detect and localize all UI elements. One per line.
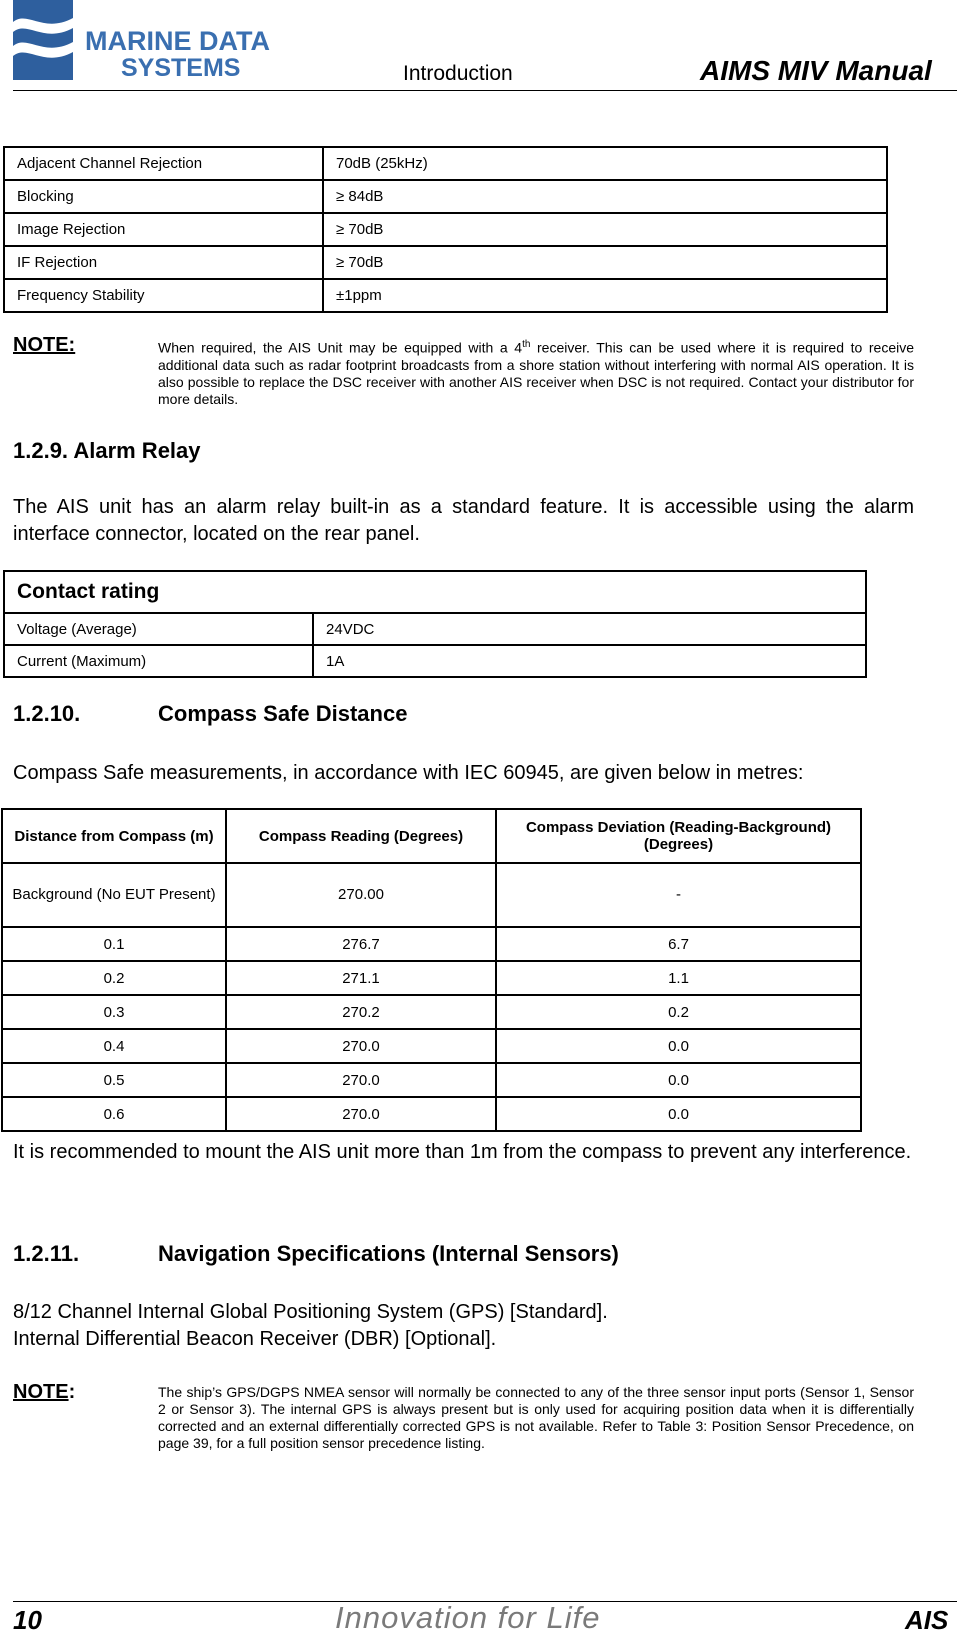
reading-cell: 276.7	[226, 927, 496, 961]
reading-cell: 271.1	[226, 961, 496, 995]
nav-line-dbr: Internal Differential Beacon Receiver (DBR) [Optional].	[13, 1328, 497, 1350]
nav-line-gps: 8/12 Channel Internal Global Positioning System (GPS) [Standard].	[13, 1301, 608, 1323]
compass-section-number: 1.2.10.	[13, 701, 81, 726]
distance-cell: 0.4	[2, 1029, 226, 1063]
table-row	[4, 613, 866, 645]
receiver-spec-table	[3, 146, 888, 313]
table-row	[2, 961, 861, 995]
deviation-cell: -	[496, 863, 861, 927]
spec-value: ≥ 70dB	[323, 213, 887, 246]
page-number: 10	[13, 1605, 42, 1635]
distance-cell: 0.5	[2, 1063, 226, 1097]
footer-tagline: Innovation for Life	[335, 1600, 601, 1635]
logo-line1: MARINE DATA	[85, 26, 270, 56]
reading-cell: 270.00	[226, 863, 496, 927]
compass-safe-table	[1, 808, 862, 1132]
alarm-heading: 1.2.9. Alarm Relay	[13, 438, 201, 463]
spec-label: Image Rejection	[4, 213, 323, 246]
deviation-cell: 0.2	[496, 995, 861, 1029]
column-header: Compass Deviation (Reading-Background) (Degrees)	[496, 809, 861, 863]
distance-cell: 0.3	[2, 995, 226, 1029]
deviation-cell: 0.0	[496, 1063, 861, 1097]
table-row	[4, 645, 866, 677]
column-header: Distance from Compass (m)	[2, 809, 226, 863]
distance-cell: 0.1	[2, 927, 226, 961]
table-row	[2, 1097, 861, 1131]
contact-rating-table	[3, 570, 867, 678]
alarm-text: The AIS unit has an alarm relay built-in as a standard feature. It is accessible using the alarm interface connector, located on the rear panel.	[13, 496, 914, 545]
deviation-cell: 0.0	[496, 1029, 861, 1063]
table-header-row	[4, 571, 866, 613]
reading-cell: 270.0	[226, 1097, 496, 1131]
nav-heading: Navigation Specifications (Internal Sensors)	[158, 1241, 619, 1266]
reading-cell: 270.0	[226, 1063, 496, 1097]
table-row	[2, 995, 861, 1029]
reading-cell: 270.0	[226, 1029, 496, 1063]
contact-value: 24VDC	[313, 613, 866, 645]
contact-label: Current (Maximum)	[4, 645, 313, 677]
contact-label: Voltage (Average)	[4, 613, 313, 645]
table-row	[4, 279, 887, 312]
nav-section-number: 1.2.11.	[13, 1241, 80, 1266]
logo-line2: SYSTEMS	[121, 54, 241, 82]
table-row	[2, 927, 861, 961]
contact-table-title: Contact rating	[4, 571, 866, 613]
spec-value: ≥ 70dB	[323, 246, 887, 279]
spec-label: Adjacent Channel Rejection	[4, 147, 323, 180]
compass-intro: Compass Safe measurements, in accordance with IEC 60945, are given below in metres:	[13, 762, 804, 784]
deviation-cell: 6.7	[496, 927, 861, 961]
table-row	[4, 213, 887, 246]
note-text-part: When required, the AIS Unit may be equipped with a 4	[158, 339, 523, 356]
company-logo	[13, 0, 303, 86]
spec-label: Blocking	[4, 180, 323, 213]
manual-title: AIMS MIV Manual	[700, 55, 932, 86]
header-section: Introduction	[403, 62, 513, 85]
contact-value: 1A	[313, 645, 866, 677]
table-row	[2, 1029, 861, 1063]
deviation-cell: 0.0	[496, 1097, 861, 1131]
note-label: NOTE:	[13, 334, 76, 356]
spec-label: Frequency Stability	[4, 279, 323, 312]
table-row	[4, 246, 887, 279]
header-divider	[13, 90, 957, 91]
table-row	[2, 863, 861, 927]
column-header: Compass Reading (Degrees)	[226, 809, 496, 863]
spec-value: 70dB (25kHz)	[323, 147, 887, 180]
spec-value: ±1ppm	[323, 279, 887, 312]
wave-logo-icon	[13, 0, 303, 86]
compass-recommendation: It is recommended to mount the AIS unit more than 1m from the compass to prevent any interference.	[13, 1141, 912, 1163]
table-row	[4, 147, 887, 180]
note-text	[158, 336, 914, 408]
table-header-row	[2, 809, 861, 863]
note-label: NOTE	[13, 1381, 69, 1403]
table-row	[4, 180, 887, 213]
spec-value: ≥ 84dB	[323, 180, 887, 213]
compass-heading: Compass Safe Distance	[158, 701, 408, 726]
distance-cell: 0.2	[2, 961, 226, 995]
spec-label: IF Rejection	[4, 246, 323, 279]
deviation-cell: 1.1	[496, 961, 861, 995]
distance-cell: 0.6	[2, 1097, 226, 1131]
footer-product: AIS	[905, 1605, 949, 1635]
note-superscript: th	[522, 339, 531, 350]
note-text: The ship’s GPS/DGPS NMEA sensor will normally be connected to any of the three sensor input ports (Sensor 1, Sensor 2 or Sensor 3). The internal GPS is always present but is only used for acquiring position data when it is differentially corrected and an external differentially corrected GPS is not available. Refer to Table 3: Position Sensor Precedence, on page 39, for a full position sensor precedence listing.	[158, 1384, 914, 1451]
table-row	[2, 1063, 861, 1097]
note2-label-wrap	[13, 1381, 75, 1404]
note-colon: :	[68, 1381, 76, 1403]
distance-cell: Background (No EUT Present)	[2, 863, 226, 927]
reading-cell: 270.2	[226, 995, 496, 1029]
note-text-part: receiver. This can be used where it is required to receive additional data such as radar footprint broadcasts from a shore station without interfering with normal AIS operation. It is also possible to replace the DSC receiver with another AIS receiver when DSC is not required. Contact your distributor for more details.	[158, 339, 914, 407]
